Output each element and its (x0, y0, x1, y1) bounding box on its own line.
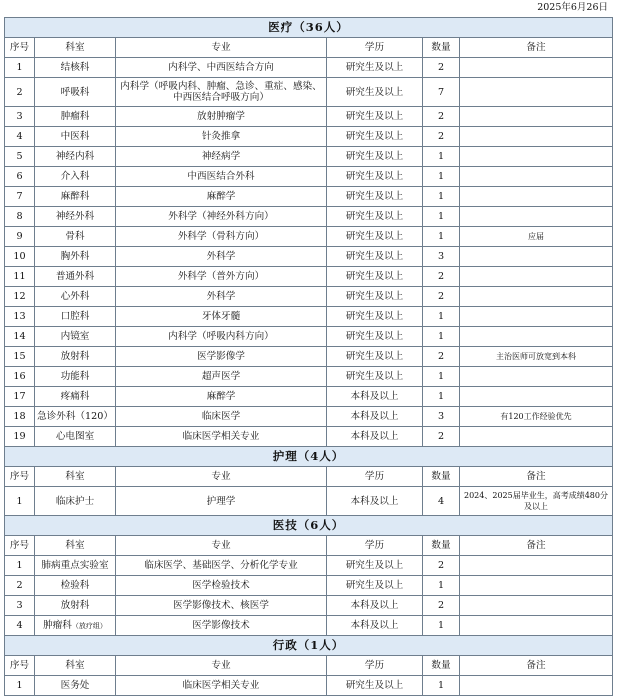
cell-dept: 麻醉科 (35, 187, 116, 207)
cell-note (460, 327, 613, 347)
cell-major: 外科学（神经外科方向） (116, 207, 327, 227)
table-row (5, 167, 613, 187)
cell-dept: 呼吸科 (35, 78, 116, 107)
cell-dept: 疼痛科 (35, 387, 116, 407)
table-row (5, 147, 613, 167)
cell-edu: 本科及以上 (327, 596, 423, 616)
cell-note (460, 307, 613, 327)
cell-dept: 骨科 (35, 227, 116, 247)
cell-idx: 15 (5, 347, 35, 367)
cell-major: 护理学 (116, 487, 327, 516)
cell-count: 4 (423, 487, 460, 516)
cell-major: 放射肿瘤学 (116, 107, 327, 127)
cell-edu: 研究生及以上 (327, 207, 423, 227)
cell-edu: 本科及以上 (327, 616, 423, 636)
cell-dept: 肺病重点实验室 (35, 556, 116, 576)
cell-idx: 12 (5, 287, 35, 307)
cell-count: 1 (423, 147, 460, 167)
cell-idx: 13 (5, 307, 35, 327)
document-date: 2025年6月26日 (537, 2, 608, 13)
cell-idx: 11 (5, 267, 35, 287)
cell-dept: 功能科 (35, 367, 116, 387)
cell-major: 内科学（呼吸内科、肿瘤、急诊、重症、感染、中西医结合呼吸方向） (116, 78, 327, 107)
cell-dept: 神经内科 (35, 147, 116, 167)
cell-dept: 检验科 (35, 576, 116, 596)
cell-dept: 心电图室 (35, 427, 116, 447)
table-row (5, 487, 613, 516)
header-note: 备注 (460, 536, 613, 556)
cell-note (460, 247, 613, 267)
cell-dept: 结核科 (35, 58, 116, 78)
header-note: 备注 (460, 38, 613, 58)
header-idx: 序号 (5, 656, 35, 676)
cell-major: 临床医学 (116, 407, 327, 427)
cell-major: 超声医学 (116, 367, 327, 387)
cell-edu: 本科及以上 (327, 427, 423, 447)
table-row (5, 616, 613, 636)
cell-idx: 8 (5, 207, 35, 227)
cell-dept-sub: （放疗组） (71, 621, 107, 630)
cell-idx: 3 (5, 596, 35, 616)
table-row (5, 676, 613, 696)
cell-dept: 胸外科 (35, 247, 116, 267)
cell-edu: 本科及以上 (327, 487, 423, 516)
cell-note (460, 187, 613, 207)
cell-note (460, 127, 613, 147)
header-idx: 序号 (5, 467, 35, 487)
cell-idx: 2 (5, 576, 35, 596)
cell-edu: 研究生及以上 (327, 227, 423, 247)
cell-major: 神经病学 (116, 147, 327, 167)
cell-edu: 研究生及以上 (327, 167, 423, 187)
cell-count: 1 (423, 227, 460, 247)
cell-dept: 内镜室 (35, 327, 116, 347)
cell-idx: 19 (5, 427, 35, 447)
cell-edu: 研究生及以上 (327, 107, 423, 127)
cell-count: 1 (423, 576, 460, 596)
cell-major: 医学影像学 (116, 347, 327, 367)
cell-edu: 研究生及以上 (327, 327, 423, 347)
cell-major: 医学影像技术 (116, 616, 327, 636)
cell-dept: 放射科 (35, 596, 116, 616)
table-row (5, 78, 613, 107)
cell-idx: 2 (5, 78, 35, 107)
cell-dept: 肿瘤科 (35, 107, 116, 127)
cell-major: 内科学、中西医结合方向 (116, 58, 327, 78)
cell-idx: 6 (5, 167, 35, 187)
section-title-admin: 行政（1人） (5, 636, 613, 656)
cell-major: 临床医学相关专业 (116, 676, 327, 696)
header-row (5, 536, 613, 556)
cell-note (460, 676, 613, 696)
cell-edu: 研究生及以上 (327, 58, 423, 78)
table-row (5, 58, 613, 78)
cell-edu: 研究生及以上 (327, 267, 423, 287)
cell-idx: 4 (5, 616, 35, 636)
table-row (5, 267, 613, 287)
cell-major: 临床医学、基础医学、分析化学专业 (116, 556, 327, 576)
cell-count: 1 (423, 207, 460, 227)
cell-count: 2 (423, 58, 460, 78)
header-note: 备注 (460, 656, 613, 676)
cell-major: 外科学（骨科方向） (116, 227, 327, 247)
cell-major: 麻醉学 (116, 387, 327, 407)
cell-dept: 医务处 (35, 676, 116, 696)
cell-note: 应届 (460, 227, 613, 247)
header-major: 专业 (116, 38, 327, 58)
header-edu: 学历 (327, 656, 423, 676)
cell-edu: 研究生及以上 (327, 347, 423, 367)
cell-count: 1 (423, 676, 460, 696)
header-edu: 学历 (327, 38, 423, 58)
cell-note (460, 167, 613, 187)
cell-count: 2 (423, 107, 460, 127)
cell-idx: 10 (5, 247, 35, 267)
cell-note: 主治医师可放宽到本科 (460, 347, 613, 367)
cell-count: 1 (423, 187, 460, 207)
cell-edu: 研究生及以上 (327, 78, 423, 107)
cell-dept: 介入科 (35, 167, 116, 187)
cell-idx: 7 (5, 187, 35, 207)
cell-major: 医学检验技术 (116, 576, 327, 596)
cell-count: 2 (423, 267, 460, 287)
cell-edu: 研究生及以上 (327, 147, 423, 167)
cell-note (460, 107, 613, 127)
cell-major: 外科学（普外方向） (116, 267, 327, 287)
cell-count: 2 (423, 287, 460, 307)
cell-dept: 口腔科 (35, 307, 116, 327)
cell-edu: 研究生及以上 (327, 576, 423, 596)
cell-edu: 研究生及以上 (327, 556, 423, 576)
header-count: 数量 (423, 656, 460, 676)
table-row (5, 576, 613, 596)
table-row (5, 127, 613, 147)
cell-idx: 1 (5, 676, 35, 696)
cell-note (460, 78, 613, 107)
cell-edu: 研究生及以上 (327, 367, 423, 387)
cell-count: 3 (423, 407, 460, 427)
cell-note: 有120工作经验优先 (460, 407, 613, 427)
table-row (5, 327, 613, 347)
section-title-row (5, 18, 613, 38)
cell-count: 2 (423, 427, 460, 447)
cell-note (460, 556, 613, 576)
cell-count: 1 (423, 367, 460, 387)
cell-edu: 研究生及以上 (327, 127, 423, 147)
table-row (5, 596, 613, 616)
recruitment-grid (4, 17, 613, 696)
cell-idx: 14 (5, 327, 35, 347)
cell-major: 内科学（呼吸内科方向） (116, 327, 327, 347)
cell-count: 3 (423, 247, 460, 267)
cell-idx: 5 (5, 147, 35, 167)
cell-major: 外科学 (116, 247, 327, 267)
cell-idx: 1 (5, 58, 35, 78)
table-row (5, 107, 613, 127)
cell-major: 麻醉学 (116, 187, 327, 207)
header-idx: 序号 (5, 38, 35, 58)
cell-edu: 研究生及以上 (327, 247, 423, 267)
cell-note: 2024、2025届毕业生，高考成绩480分及以上 (460, 487, 613, 516)
cell-count: 1 (423, 387, 460, 407)
header-edu: 学历 (327, 467, 423, 487)
cell-note (460, 267, 613, 287)
cell-count: 2 (423, 596, 460, 616)
cell-edu: 研究生及以上 (327, 187, 423, 207)
header-count: 数量 (423, 467, 460, 487)
section-title-row (5, 447, 613, 467)
header-idx: 序号 (5, 536, 35, 556)
cell-edu: 研究生及以上 (327, 287, 423, 307)
cell-idx: 17 (5, 387, 35, 407)
cell-dept: 中医科 (35, 127, 116, 147)
cell-dept: 普通外科 (35, 267, 116, 287)
cell-count: 1 (423, 167, 460, 187)
cell-count: 1 (423, 327, 460, 347)
cell-note (460, 427, 613, 447)
cell-note (460, 576, 613, 596)
cell-major: 医学影像技术、核医学 (116, 596, 327, 616)
header-major: 专业 (116, 536, 327, 556)
cell-major: 牙体牙髓 (116, 307, 327, 327)
header-dept: 科室 (35, 467, 116, 487)
cell-edu: 本科及以上 (327, 407, 423, 427)
cell-note (460, 207, 613, 227)
cell-idx: 18 (5, 407, 35, 427)
header-row (5, 656, 613, 676)
table-row (5, 307, 613, 327)
cell-idx: 3 (5, 107, 35, 127)
section-title-nursing: 护理（4人） (5, 447, 613, 467)
table-row (5, 556, 613, 576)
table-row (5, 367, 613, 387)
cell-count: 2 (423, 556, 460, 576)
recruitment-table (4, 17, 612, 696)
cell-edu: 研究生及以上 (327, 676, 423, 696)
cell-major: 针灸推拿 (116, 127, 327, 147)
cell-dept: 神经外科 (35, 207, 116, 227)
header-count: 数量 (423, 38, 460, 58)
cell-note (460, 147, 613, 167)
cell-count: 1 (423, 307, 460, 327)
cell-dept: 放射科 (35, 347, 116, 367)
header-note: 备注 (460, 467, 613, 487)
header-dept: 科室 (35, 656, 116, 676)
header-edu: 学历 (327, 536, 423, 556)
cell-note (460, 616, 613, 636)
section-title-medical: 医疗（36人） (5, 18, 613, 38)
cell-count: 7 (423, 78, 460, 107)
cell-note (460, 287, 613, 307)
table-row (5, 247, 613, 267)
table-row (5, 227, 613, 247)
table-row (5, 427, 613, 447)
cell-idx: 1 (5, 487, 35, 516)
table-row (5, 207, 613, 227)
cell-idx: 16 (5, 367, 35, 387)
cell-idx: 1 (5, 556, 35, 576)
cell-idx: 4 (5, 127, 35, 147)
cell-note (460, 596, 613, 616)
cell-dept-main: 肿瘤科 (43, 619, 72, 631)
header-major: 专业 (116, 467, 327, 487)
table-row (5, 347, 613, 367)
cell-count: 2 (423, 347, 460, 367)
cell-dept: 急诊外科（120） (35, 407, 116, 427)
cell-note (460, 387, 613, 407)
header-dept: 科室 (35, 38, 116, 58)
cell-edu: 研究生及以上 (327, 307, 423, 327)
cell-dept: 临床护士 (35, 487, 116, 516)
section-title-technical: 医技（6人） (5, 516, 613, 536)
cell-major: 外科学 (116, 287, 327, 307)
cell-idx: 9 (5, 227, 35, 247)
header-major: 专业 (116, 656, 327, 676)
header-row (5, 467, 613, 487)
table-row (5, 407, 613, 427)
cell-edu: 本科及以上 (327, 387, 423, 407)
table-row (5, 187, 613, 207)
cell-note (460, 367, 613, 387)
section-title-row (5, 636, 613, 656)
section-title-row (5, 516, 613, 536)
header-count: 数量 (423, 536, 460, 556)
cell-note (460, 58, 613, 78)
cell-dept: 心外科 (35, 287, 116, 307)
cell-major: 临床医学相关专业 (116, 427, 327, 447)
cell-dept (35, 616, 116, 636)
header-dept: 科室 (35, 536, 116, 556)
cell-count: 2 (423, 127, 460, 147)
table-row (5, 287, 613, 307)
cell-count: 1 (423, 616, 460, 636)
cell-major: 中西医结合外科 (116, 167, 327, 187)
table-row (5, 387, 613, 407)
header-row (5, 38, 613, 58)
